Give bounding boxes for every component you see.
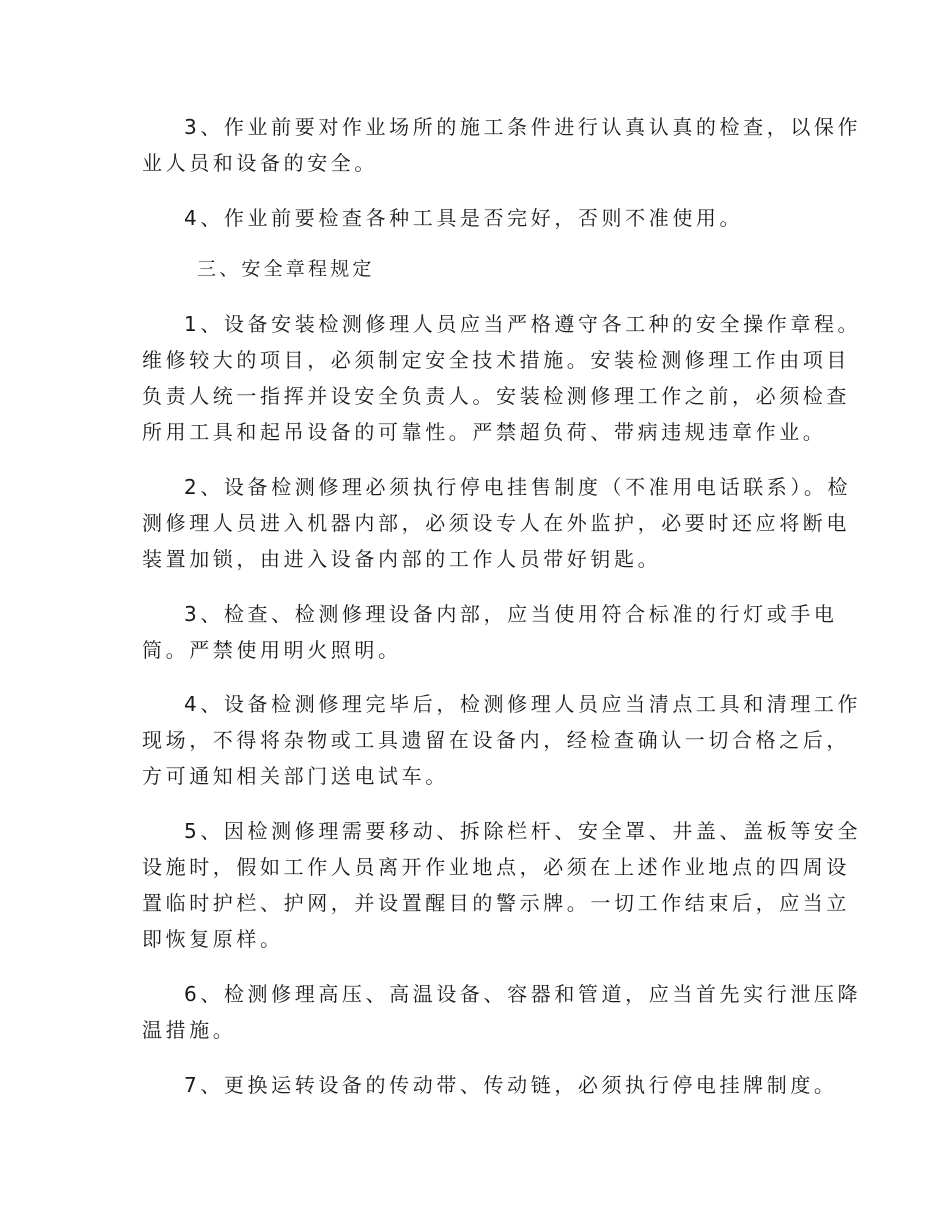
paragraph-line: 方可通知相关部门送电试车。 <box>142 764 449 788</box>
paragraph-line: 3、检查、检测修理设备内部，应当使用符合标准的行灯或手电 <box>184 602 838 626</box>
paragraph-line: 即恢复原样。 <box>142 927 284 951</box>
paragraph-line: 4、设备检测修理完毕后，检测修理人员应当清点工具和清理工作 <box>184 692 862 716</box>
paragraph-line: 4、作业前要检查各种工具是否完好，否则不准使用。 <box>184 206 744 230</box>
section-heading: 三、安全章程规定 <box>197 258 375 280</box>
paragraph-line: 维修较大的项目，必须制定安全技术措施。安装检测修理工作由项目 <box>142 348 850 372</box>
paragraph-line: 现场，不得将杂物或工具遗留在设备内，经检查确认一切合格之后， <box>142 728 850 752</box>
paragraph-line: 装置加锁，由进入设备内部的工作人员带好钥匙。 <box>142 547 662 571</box>
paragraph-line: 业人员和设备的安全。 <box>142 151 378 175</box>
paragraph-line: 6、检测修理高压、高温设备、容器和管道，应当首先实行泄压降 <box>184 982 862 1006</box>
paragraph-line: 筒。严禁使用明火照明。 <box>142 638 402 662</box>
paragraph-line: 置临时护栏、护网，并设置醒目的警示牌。一切工作结束后，应当立 <box>142 891 850 915</box>
paragraph-line: 7、更换运转设备的传动带、传动链，必须执行停电挂牌制度。 <box>184 1073 838 1097</box>
paragraph-line: 2、设备检测修理必须执行停电挂售制度（不准用电话联系）。检 <box>184 475 852 499</box>
paragraph-line: 1、设备安装检测修理人员应当严格遵守各工种的安全操作章程。 <box>184 312 862 336</box>
paragraph-line: 负责人统一指挥并设安全负责人。安装检测修理工作之前，必须检查 <box>142 384 850 408</box>
paragraph-line: 5、因检测修理需要移动、拆除栏杆、安全罩、井盖、盖板等安全 <box>184 819 862 843</box>
paragraph-line: 温措施。 <box>142 1018 237 1042</box>
paragraph-line: 设施时，假如工作人员离开作业地点，必须在上述作业地点的四周设 <box>142 855 850 879</box>
paragraph-line: 3、作业前要对作业场所的施工条件进行认真认真的检查，以保作 <box>184 115 862 139</box>
paragraph-line: 测修理人员进入机器内部，必须设专人在外监护，必要时还应将断电 <box>142 511 850 535</box>
paragraph-line: 所用工具和起吊设备的可靠性。严禁超负荷、带病违规违章作业。 <box>142 420 827 444</box>
